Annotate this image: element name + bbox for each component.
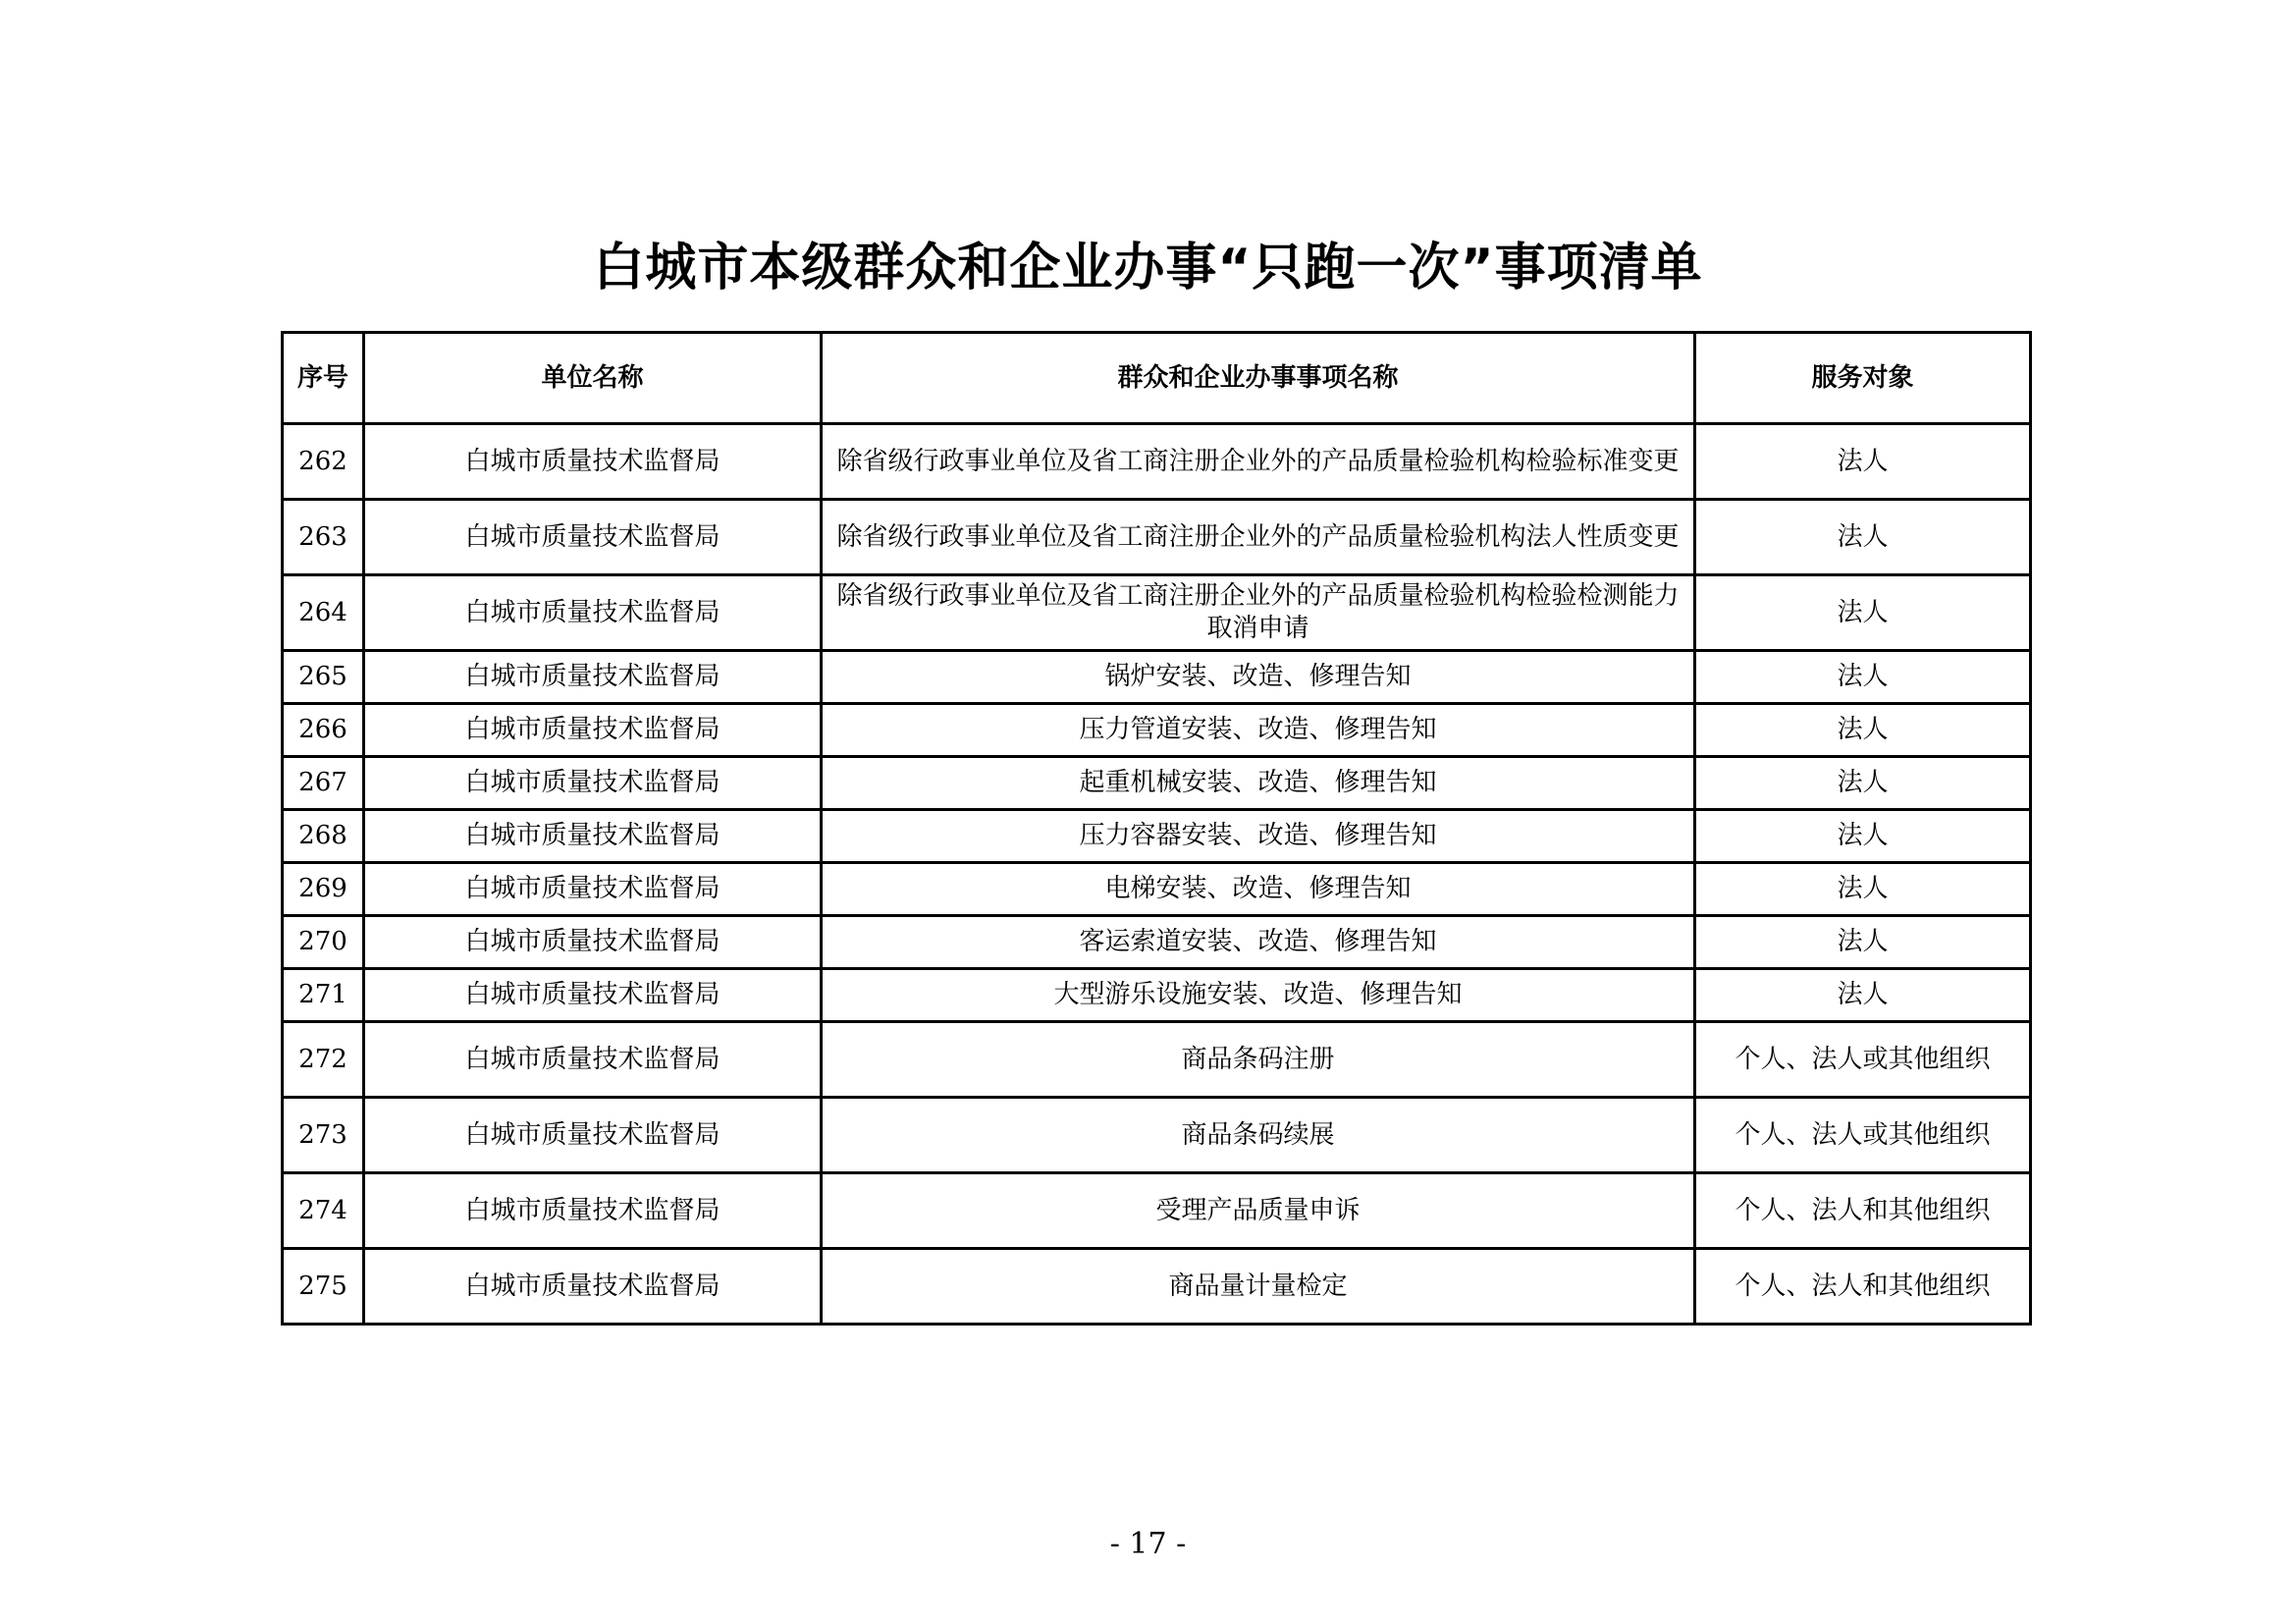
cell-unit: 白城市质量技术监督局 (364, 575, 822, 651)
cell-index: 266 (283, 704, 364, 757)
cell-unit: 白城市质量技术监督局 (364, 500, 822, 575)
cell-item: 电梯安装、改造、修理告知 (822, 863, 1695, 916)
cell-unit: 白城市质量技术监督局 (364, 651, 822, 704)
cell-item: 大型游乐设施安装、改造、修理告知 (822, 969, 1695, 1022)
cell-unit: 白城市质量技术监督局 (364, 704, 822, 757)
items-table (281, 331, 2032, 1326)
cell-target: 法人 (1695, 651, 2031, 704)
cell-index: 274 (283, 1173, 364, 1249)
cell-unit: 白城市质量技术监督局 (364, 1098, 822, 1173)
cell-item: 商品量计量检定 (822, 1249, 1695, 1325)
table-row (283, 424, 2031, 500)
cell-target: 个人、法人和其他组织 (1695, 1173, 2031, 1249)
cell-index: 268 (283, 810, 364, 863)
table-row (283, 704, 2031, 757)
cell-target: 法人 (1695, 863, 2031, 916)
cell-item: 商品条码注册 (822, 1022, 1695, 1098)
cell-target: 法人 (1695, 916, 2031, 969)
cell-index: 271 (283, 969, 364, 1022)
cell-unit: 白城市质量技术监督局 (364, 1249, 822, 1325)
table-header-row (283, 333, 2031, 424)
cell-index: 269 (283, 863, 364, 916)
document-title: 白城市本级群众和企业办事“只跑一次”事项清单 (593, 239, 1703, 298)
cell-index: 262 (283, 424, 364, 500)
cell-index: 270 (283, 916, 364, 969)
cell-item: 压力容器安装、改造、修理告知 (822, 810, 1695, 863)
cell-target: 法人 (1695, 575, 2031, 651)
cell-target: 法人 (1695, 810, 2031, 863)
table-row (283, 969, 2031, 1022)
header-item: 群众和企业办事事项名称 (822, 333, 1695, 424)
cell-item: 起重机械安装、改造、修理告知 (822, 757, 1695, 810)
cell-item: 受理产品质量申诉 (822, 1173, 1695, 1249)
table-row (283, 575, 2031, 651)
table-row (283, 500, 2031, 575)
table-row (283, 916, 2031, 969)
cell-target: 个人、法人或其他组织 (1695, 1098, 2031, 1173)
cell-unit: 白城市质量技术监督局 (364, 1173, 822, 1249)
header-target: 服务对象 (1695, 333, 2031, 424)
table-row (283, 651, 2031, 704)
cell-target: 法人 (1695, 704, 2031, 757)
cell-target: 个人、法人或其他组织 (1695, 1022, 2031, 1098)
table-row (283, 1022, 2031, 1098)
cell-index: 263 (283, 500, 364, 575)
cell-index: 265 (283, 651, 364, 704)
header-unit: 单位名称 (364, 333, 822, 424)
cell-index: 267 (283, 757, 364, 810)
cell-item: 客运索道安装、改造、修理告知 (822, 916, 1695, 969)
table-row (283, 757, 2031, 810)
cell-target: 法人 (1695, 500, 2031, 575)
items-table-container (281, 331, 2029, 1326)
cell-unit: 白城市质量技术监督局 (364, 863, 822, 916)
cell-target: 个人、法人和其他组织 (1695, 1249, 2031, 1325)
table-row (283, 863, 2031, 916)
cell-unit: 白城市质量技术监督局 (364, 810, 822, 863)
header-index: 序号 (283, 333, 364, 424)
cell-unit: 白城市质量技术监督局 (364, 757, 822, 810)
cell-index: 275 (283, 1249, 364, 1325)
cell-item: 除省级行政事业单位及省工商注册企业外的产品质量检验机构检验标准变更 (822, 424, 1695, 500)
cell-index: 273 (283, 1098, 364, 1173)
cell-unit: 白城市质量技术监督局 (364, 424, 822, 500)
cell-item: 商品条码续展 (822, 1098, 1695, 1173)
table-row (283, 1098, 2031, 1173)
cell-unit: 白城市质量技术监督局 (364, 969, 822, 1022)
page-number: - 17 - (1109, 1527, 1187, 1561)
cell-index: 272 (283, 1022, 364, 1098)
cell-item: 压力管道安装、改造、修理告知 (822, 704, 1695, 757)
cell-target: 法人 (1695, 757, 2031, 810)
cell-unit: 白城市质量技术监督局 (364, 916, 822, 969)
cell-target: 法人 (1695, 424, 2031, 500)
cell-item: 锅炉安装、改造、修理告知 (822, 651, 1695, 704)
cell-index: 264 (283, 575, 364, 651)
cell-target: 法人 (1695, 969, 2031, 1022)
table-row (283, 1173, 2031, 1249)
cell-item: 除省级行政事业单位及省工商注册企业外的产品质量检验机构检验检测能力取消申请 (822, 575, 1695, 651)
table-row (283, 810, 2031, 863)
cell-item: 除省级行政事业单位及省工商注册企业外的产品质量检验机构法人性质变更 (822, 500, 1695, 575)
table-row (283, 1249, 2031, 1325)
cell-unit: 白城市质量技术监督局 (364, 1022, 822, 1098)
